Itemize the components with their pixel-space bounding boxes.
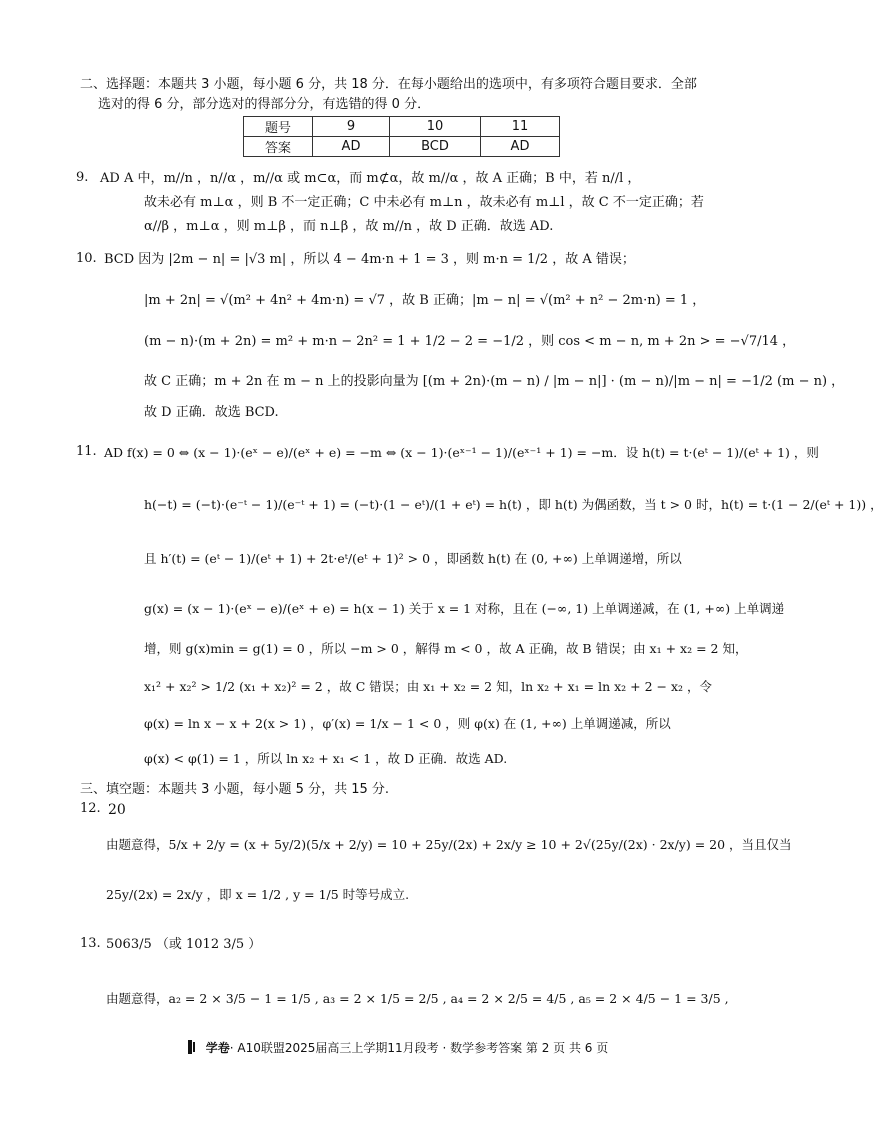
table-cell: 答案 <box>244 137 313 157</box>
solution-line: 25y/(2x) = 2x/y ，即 x = 1/2 , y = 1/5 时等号成立. <box>106 887 410 902</box>
solution-line: AD A 中，m//n ，n//α ，m//α 或 m⊂α，而 m⊄α，故 m//α ，故 A 正确；B 中，若 n//l ， <box>100 171 641 186</box>
solution-line: g(x) = (x − 1)·(eˣ − e)/(eˣ + e) = h(x − 1) 关于 x = 1 对称，且在 (−∞, 1) 上单调递减，在 (1, +∞) 上单调递 <box>144 601 785 616</box>
solution-line: AD f(x) = 0 ⇔ (x − 1)·(eˣ − e)/(eˣ + e) = −m ⇔ (x − 1)·(eˣ⁻¹ − 1)/(eˣ⁻¹ + 1) = −m．设 h(t) = t·(eᵗ − 1)/(eᵗ + 1) ，则 <box>104 445 819 460</box>
question-number: 12. <box>80 801 101 816</box>
solution-line: 由题意得，5/x + 2/y = (x + 5y/2)(5/x + 2/y) = 10 + 25y/(2x) + 2x/y ≥ 10 + 2√(25y/(2x) · 2x/y) = 20 ，当且仅当 <box>106 837 792 852</box>
table-cell: 9 <box>313 117 390 137</box>
solution-line: (m − n)·(m + 2n) = m² + m·n − 2n² = 1 + 1/2 − 2 = −1/2 ，则 cos < m − n, m + 2n > = −√7/14 ， <box>144 334 796 349</box>
answer-value: 5063/5 （或 1012 3/5 ） <box>106 937 262 952</box>
table-cell: 10 <box>390 117 481 137</box>
logo-icon <box>186 1039 202 1058</box>
footer-text: · A10联盟2025届高三上学期11月段考 · 数学参考答案 第 2 页 共 6 页 <box>229 1041 609 1055</box>
solution-line: x₁² + x₂² > 1/2 (x₁ + x₂)² = 2 ，故 C 错误；由 x₁ + x₂ = 2 知，ln x₂ + x₁ = ln x₂ + 2 − x₂ ，令 <box>144 679 712 694</box>
table-row <box>244 117 560 137</box>
table-cell: AD <box>313 137 390 157</box>
answer-table <box>243 116 560 157</box>
answer-value: 20 <box>108 802 126 818</box>
question-number: 10. <box>76 251 97 266</box>
solution-line: |m + 2n| = √(m² + 4n² + 4m·n) = √7 ，故 B 正确；|m − n| = √(m² + n² − 2m·n) = 1 ， <box>144 293 706 308</box>
question-number: 11. <box>76 444 97 459</box>
solution-line: φ(x) = ln x − x + 2(x > 1) ，φ′(x) = 1/x − 1 < 0 ，则 φ(x) 在 (1, +∞) 上单调递减，所以 <box>144 716 671 731</box>
solution-line: BCD 因为 |2m − n| = |√3 m| ，所以 4 − 4m·n + 1 = 3 ，则 m·n = 1/2 ，故 A 错误； <box>104 252 635 267</box>
table-cell: 题号 <box>244 117 313 137</box>
table-cell: BCD <box>390 137 481 157</box>
solution-line: h(−t) = (−t)·(e⁻ᵗ − 1)/(e⁻ᵗ + 1) = (−t)·(1 − eᵗ)/(1 + eᵗ) = h(t) ，即 h(t) 为偶函数，当 t > 0 时，h(t) = t·(1 − 2/(eᵗ + 1)) ， <box>144 497 883 512</box>
footer-logo-text: 学卷 <box>205 1041 230 1055</box>
solution-line: 由题意得，a₂ = 2 × 3/5 − 1 = 1/5 , a₃ = 2 × 1/5 = 2/5 , a₄ = 2 × 2/5 = 4/5 , a₅ = 2 × 4/5 − 1 = 3/5 , <box>106 991 729 1006</box>
solution-line: φ(x) < φ(1) = 1 ，所以 ln x₂ + x₁ < 1 ，故 D 正确．故选 AD. <box>144 751 508 766</box>
solution-line: 且 h′(t) = (eᵗ − 1)/(eᵗ + 1) + 2t·eᵗ/(eᵗ + 1)² > 0 ，即函数 h(t) 在 (0, +∞) 上单调递增，所以 <box>144 551 682 566</box>
table-cell: 11 <box>481 117 560 137</box>
solution-line: 故 C 正确；m + 2n 在 m − n 上的投影向量为 [(m + 2n)·(m − n) / |m − n|] · (m − n)/|m − n| = −1/2 (m − n) ， <box>144 374 845 389</box>
solution-line: 故未必有 m⊥α ，则 B 不一定正确；C 中未必有 m⊥n ，故未必有 m⊥l ，故 C 不一定正确；若 <box>144 195 704 210</box>
question-number: 9. <box>76 170 89 185</box>
section2-header: 二、选择题：本题共 3 小题，每小题 6 分，共 18 分．在每小题给出的选项中，有多项符合题目要求．全部 <box>80 77 697 92</box>
section3-header: 三、填空题：本题共 3 小题，每小题 5 分，共 15 分. <box>80 782 390 797</box>
solution-line: α//β ，m⊥α ，则 m⊥β ，而 n⊥β ，故 m//n ，故 D 正确．故选 AD. <box>144 219 554 234</box>
table-row <box>244 137 560 157</box>
solution-line: 故 D 正确．故选 BCD. <box>144 405 279 420</box>
page-footer <box>0 1039 794 1058</box>
question-number: 13. <box>80 936 101 951</box>
table-cell: AD <box>481 137 560 157</box>
section2-header-cont: 选对的得 6 分，部分选对的得部分分，有选错的得 0 分． <box>98 97 431 112</box>
solution-line: 增，则 g(x)min = g(1) = 0 ，所以 −m > 0 ，解得 m < 0 ，故 A 正确，故 B 错误；由 x₁ + x₂ = 2 知， <box>144 641 748 656</box>
